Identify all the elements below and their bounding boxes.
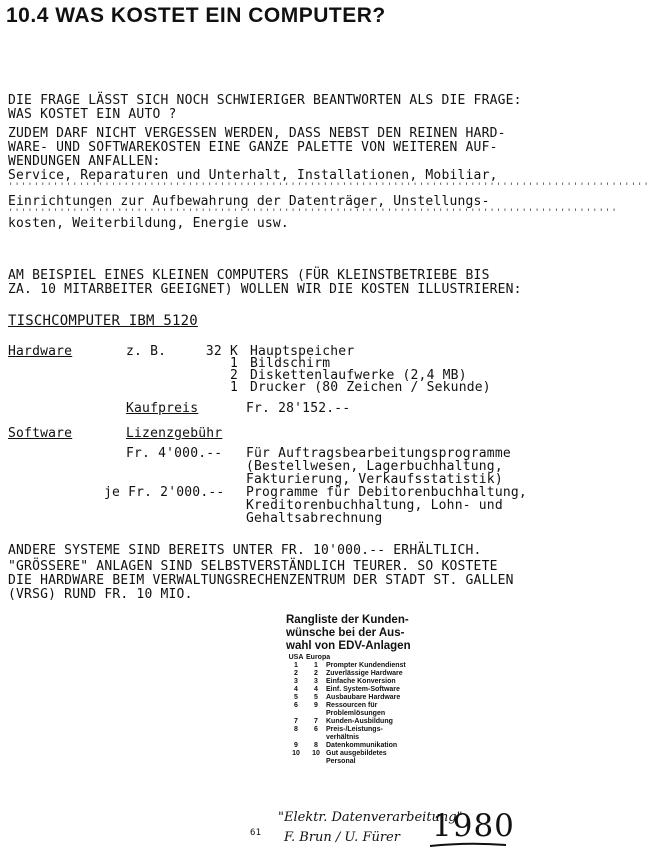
ranking-row: [286, 702, 466, 718]
ranking-row: [286, 742, 466, 750]
license-desc: Programme für Debitorenbuchhaltung,: [246, 485, 527, 500]
page-number: 61: [250, 828, 262, 838]
license-price: Fr. 4'000.--: [126, 446, 223, 461]
license-desc: Kreditorenbuchhaltung, Lohn- und: [246, 498, 503, 513]
rank-europe: 3: [314, 678, 318, 685]
closing-line: (VRSG) RUND FR. 10 MIO.: [8, 587, 193, 602]
purchase-price-value: Fr. 28'152.--: [246, 401, 351, 416]
ranking-row: [286, 694, 466, 702]
rank-criterion: Kunden-Ausbildung: [326, 718, 393, 725]
hardware-desc: Drucker (80 Zeichen / Sekunde): [250, 380, 491, 395]
example-line: AM BEISPIEL EINES KLEINEN COMPUTERS (FÜR KLEINSTBETRIEBE BIS: [8, 268, 490, 283]
ranking-row: [286, 678, 466, 686]
rank-usa: 2: [294, 670, 298, 677]
rank-usa: 3: [294, 678, 298, 685]
purchase-price-label: Kaufpreis: [126, 401, 199, 416]
rank-usa: 10: [292, 750, 300, 757]
license-fee-label: Lizenzgebühr: [126, 426, 223, 441]
rank-criterion: Einfache Konversion: [326, 678, 396, 685]
hardware-label: Hardware: [8, 344, 73, 359]
rank-criterion: Ressourcen für Problemlösungen: [326, 702, 386, 717]
license-desc: Für Auftragsbearbeitungsprogramme: [246, 446, 511, 461]
handwritten-source-title: "Elektr. Datenverarbeitung": [278, 810, 463, 825]
rank-usa: 4: [294, 686, 298, 693]
rank-europe: 9: [314, 702, 318, 709]
license-desc: Gehaltsabrechnung: [246, 511, 383, 526]
intro-line: Service, Reparaturen und Unterhalt, Installationen, Mobiliar,: [8, 168, 498, 183]
dotted-rule: ''''''''''''''''''''''''''''''''''''''''''''''''''''''''''''''''''''''''''''''''''''''''''''''': [8, 208, 618, 218]
rank-criterion: Zuverlässige Hardware: [326, 670, 403, 677]
rank-europe: 8: [314, 742, 318, 749]
intro-line: WARE- UND SOFTWAREKOSTEN EINE GANZE PALETTE VON WEITEREN AUF-: [8, 140, 498, 155]
year-underline: [428, 840, 508, 850]
rank-europe: 4: [314, 686, 318, 693]
hardware-desc: Bildschirm: [250, 356, 331, 371]
ranking-row: [286, 670, 466, 678]
ranking-row: [286, 686, 466, 694]
rank-usa: 9: [294, 742, 298, 749]
rank-criterion: Prompter Kundendienst: [326, 662, 406, 669]
hardware-desc: Diskettenlaufwerke (2,4 MB): [250, 368, 467, 383]
example-marker: z. B.: [126, 344, 167, 359]
intro-line: ZUDEM DARF NICHT VERGESSEN WERDEN, DASS NEBST DEN REINEN HARD-: [8, 126, 506, 141]
rank-criterion: Datenkommunikation: [326, 742, 398, 749]
rank-europe: 2: [314, 670, 318, 677]
license-price: je Fr. 2'000.--: [104, 485, 225, 500]
hardware-qty: 2: [229, 368, 238, 383]
intro-line: Einrichtungen zur Aufbewahrung der Datenträger, Unstellungs-: [8, 194, 490, 209]
handwritten-year: 1980: [432, 808, 515, 844]
rank-criterion: Ausbaubare Hardware: [326, 694, 401, 701]
ranking-row: [286, 718, 466, 726]
ranking-row: [286, 726, 466, 742]
ranking-title-line: wünsche bei der Aus-: [286, 627, 405, 639]
ranking-title-line: wahl von EDV-Anlagen: [286, 640, 411, 652]
license-desc: Fakturierung, Verkaufsstatistik): [246, 472, 503, 487]
rank-criterion: Gut ausgebildetes Personal: [326, 750, 387, 765]
closing-line: DIE HARDWARE BEIM VERWALTUNGSRECHENZENTRUM DER STADT ST. GALLEN: [8, 573, 514, 588]
intro-line: WENDUNGEN ANFALLEN:: [8, 154, 161, 169]
handwritten-authors: F. Brun / U. Fürer: [284, 830, 400, 845]
rank-europe: 1: [314, 662, 318, 669]
closing-line: "GRÖSSERE" ANLAGEN SIND SELBSTVERSTÄNDLICH TEURER. SO KOSTETE: [8, 559, 498, 574]
hardware-qty: 1: [229, 380, 238, 395]
rank-europe: 10: [312, 750, 320, 757]
intro-line: DIE FRAGE LÄSST SICH NOCH SCHWIERIGER BEANTWORTEN ALS DIE FRAGE:: [8, 93, 522, 108]
rank-usa: 8: [294, 726, 298, 733]
dotted-rule: '''''''''''''''''''''''''''''''''''''''''''''''''''''''''''''''''''''''''''''''''''''''''''''''''''': [8, 182, 650, 192]
license-desc: (Bestellwesen, Lagerbuchhaltung,: [246, 459, 503, 474]
ranking-row: [286, 750, 466, 766]
hardware-qty: 1: [229, 356, 238, 371]
rank-usa: 5: [294, 694, 298, 701]
page-title: 10.4 WAS KOSTET EIN COMPUTER?: [6, 4, 386, 27]
rank-usa: 6: [294, 702, 298, 709]
column-header-europe: Europa: [306, 654, 331, 661]
hardware-qty: 32 K: [205, 344, 238, 359]
rank-criterion: Preis-/Leistungs-verhältnis: [326, 726, 383, 741]
rank-europe: 5: [314, 694, 318, 701]
intro-line: kosten, Weiterbildung, Energie usw.: [8, 216, 289, 231]
rank-usa: 7: [294, 718, 298, 725]
software-label: Software: [8, 426, 73, 441]
rank-usa: 1: [294, 662, 298, 669]
hardware-desc: Hauptspeicher: [250, 344, 355, 359]
computer-heading: TISCHCOMPUTER IBM 5120: [8, 313, 198, 329]
intro-line: WAS KOSTET EIN AUTO ?: [8, 107, 177, 122]
example-line: ZA. 10 MITARBEITER GEEIGNET) WOLLEN WIR DIE KOSTEN ILLUSTRIEREN:: [8, 282, 522, 297]
column-header-usa: USA: [288, 654, 304, 661]
ranking-row: [286, 662, 466, 670]
rank-europe: 7: [314, 718, 318, 725]
ranking-title-line: Rangliste der Kunden-: [286, 614, 409, 626]
rank-criterion: Einf. System-Software: [326, 686, 400, 693]
ranking-box: [286, 614, 466, 766]
rank-europe: 6: [314, 726, 318, 733]
closing-line: ANDERE SYSTEME SIND BEREITS UNTER FR. 10'000.-- ERHÄLTLICH.: [8, 543, 482, 558]
